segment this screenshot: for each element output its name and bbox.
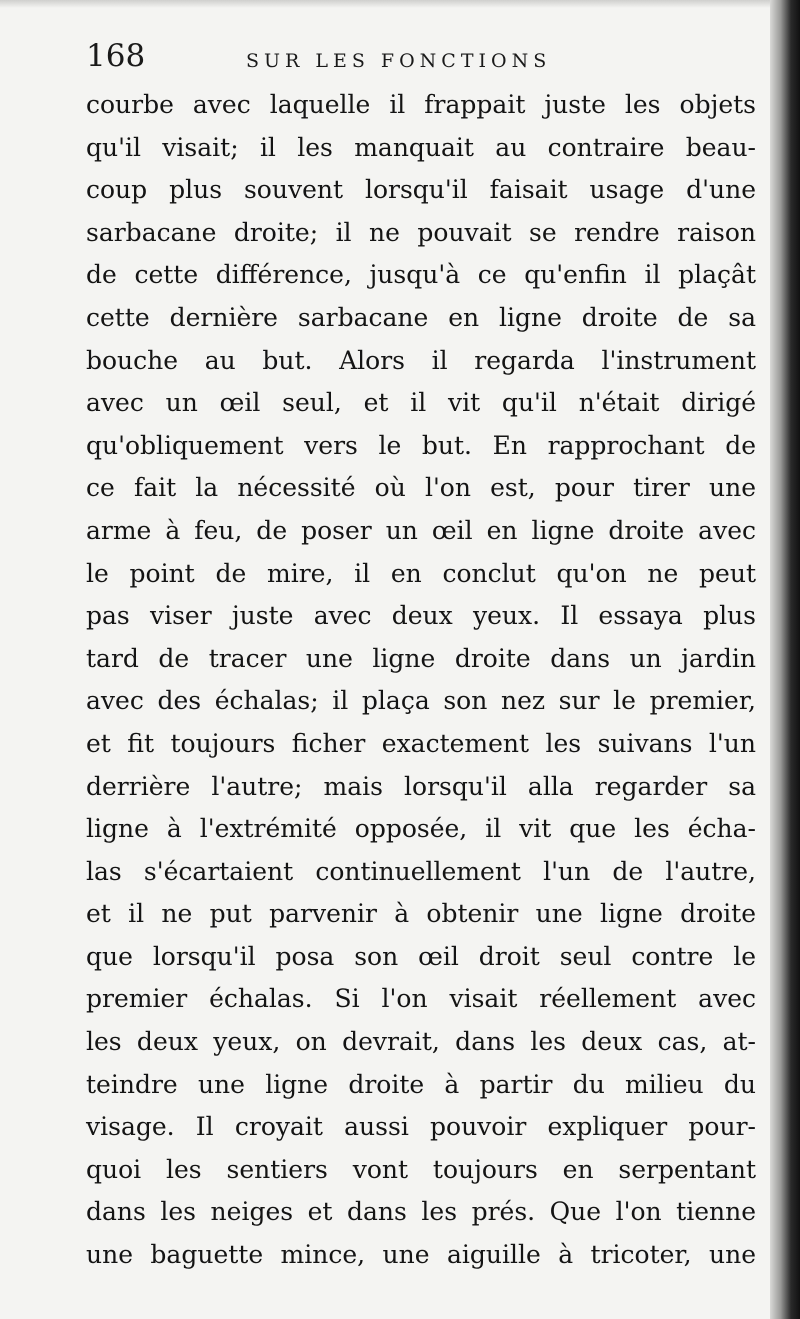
page-number: 168 bbox=[86, 38, 146, 74]
text-line: derrière l'autre; mais lorsqu'il alla regarder sa bbox=[86, 771, 756, 801]
text-line: bouche au but. Alors il regarda l'instrument bbox=[86, 345, 756, 375]
text-line: qu'il visait; il les manquait au contraire beau- bbox=[86, 132, 756, 162]
body-text bbox=[86, 84, 756, 1277]
text-line: une baguette mince, une aiguille à tricoter, une bbox=[86, 1240, 756, 1270]
text-line: et fit toujours ficher exactement les suivans l'un bbox=[86, 728, 756, 758]
scan-edge-top bbox=[0, 0, 800, 8]
text-line: avec un œil seul, et il vit qu'il n'était dirigé bbox=[86, 388, 756, 418]
text-line: qu'obliquement vers le but. En rapprochant de bbox=[86, 430, 756, 460]
text-line: ce fait la nécessité où l'on est, pour tirer une bbox=[86, 473, 756, 503]
text-line: las s'écartaient continuellement l'un de l'autre, bbox=[86, 856, 756, 886]
text-line: de cette différence, jusqu'à ce qu'enfin il plaçât bbox=[86, 260, 756, 290]
text-line: le point de mire, il en conclut qu'on ne peut bbox=[86, 558, 756, 588]
text-line: que lorsqu'il posa son œil droit seul contre le bbox=[86, 941, 756, 971]
text-line: dans les neiges et dans les prés. Que l'on tienne bbox=[86, 1197, 756, 1227]
text-line: visage. Il croyait aussi pouvoir expliquer pour- bbox=[86, 1112, 756, 1142]
text-line: arme à feu, de poser un œil en ligne droite avec bbox=[86, 515, 756, 545]
running-head: SUR LES FONCTIONS bbox=[246, 50, 552, 72]
text-line: premier échalas. Si l'on visait réellement avec bbox=[86, 984, 756, 1014]
text-line: ligne à l'extrémité opposée, il vit que les écha- bbox=[86, 814, 756, 844]
text-line: tard de tracer une ligne droite dans un jardin bbox=[86, 643, 756, 673]
text-line: et il ne put parvenir à obtenir une ligne droite bbox=[86, 899, 756, 929]
scan-edge-right bbox=[770, 0, 800, 1319]
text-line: courbe avec laquelle il frappait juste les objets bbox=[86, 90, 756, 119]
text-line: sarbacane droite; il ne pouvait se rendre raison bbox=[86, 217, 756, 247]
page-header bbox=[86, 36, 756, 82]
text-line: cette dernière sarbacane en ligne droite de sa bbox=[86, 302, 756, 332]
text-line: les deux yeux, on devrait, dans les deux cas, at- bbox=[86, 1027, 756, 1057]
text-line: coup plus souvent lorsqu'il faisait usage d'une bbox=[86, 175, 756, 205]
text-line: quoi les sentiers vont toujours en serpentant bbox=[86, 1154, 756, 1184]
text-line: pas viser juste avec deux yeux. Il essaya plus bbox=[86, 601, 756, 631]
text-line: teindre une ligne droite à partir du milieu du bbox=[86, 1069, 756, 1099]
text-line: avec des échalas; il plaça son nez sur le premier, bbox=[86, 686, 756, 716]
